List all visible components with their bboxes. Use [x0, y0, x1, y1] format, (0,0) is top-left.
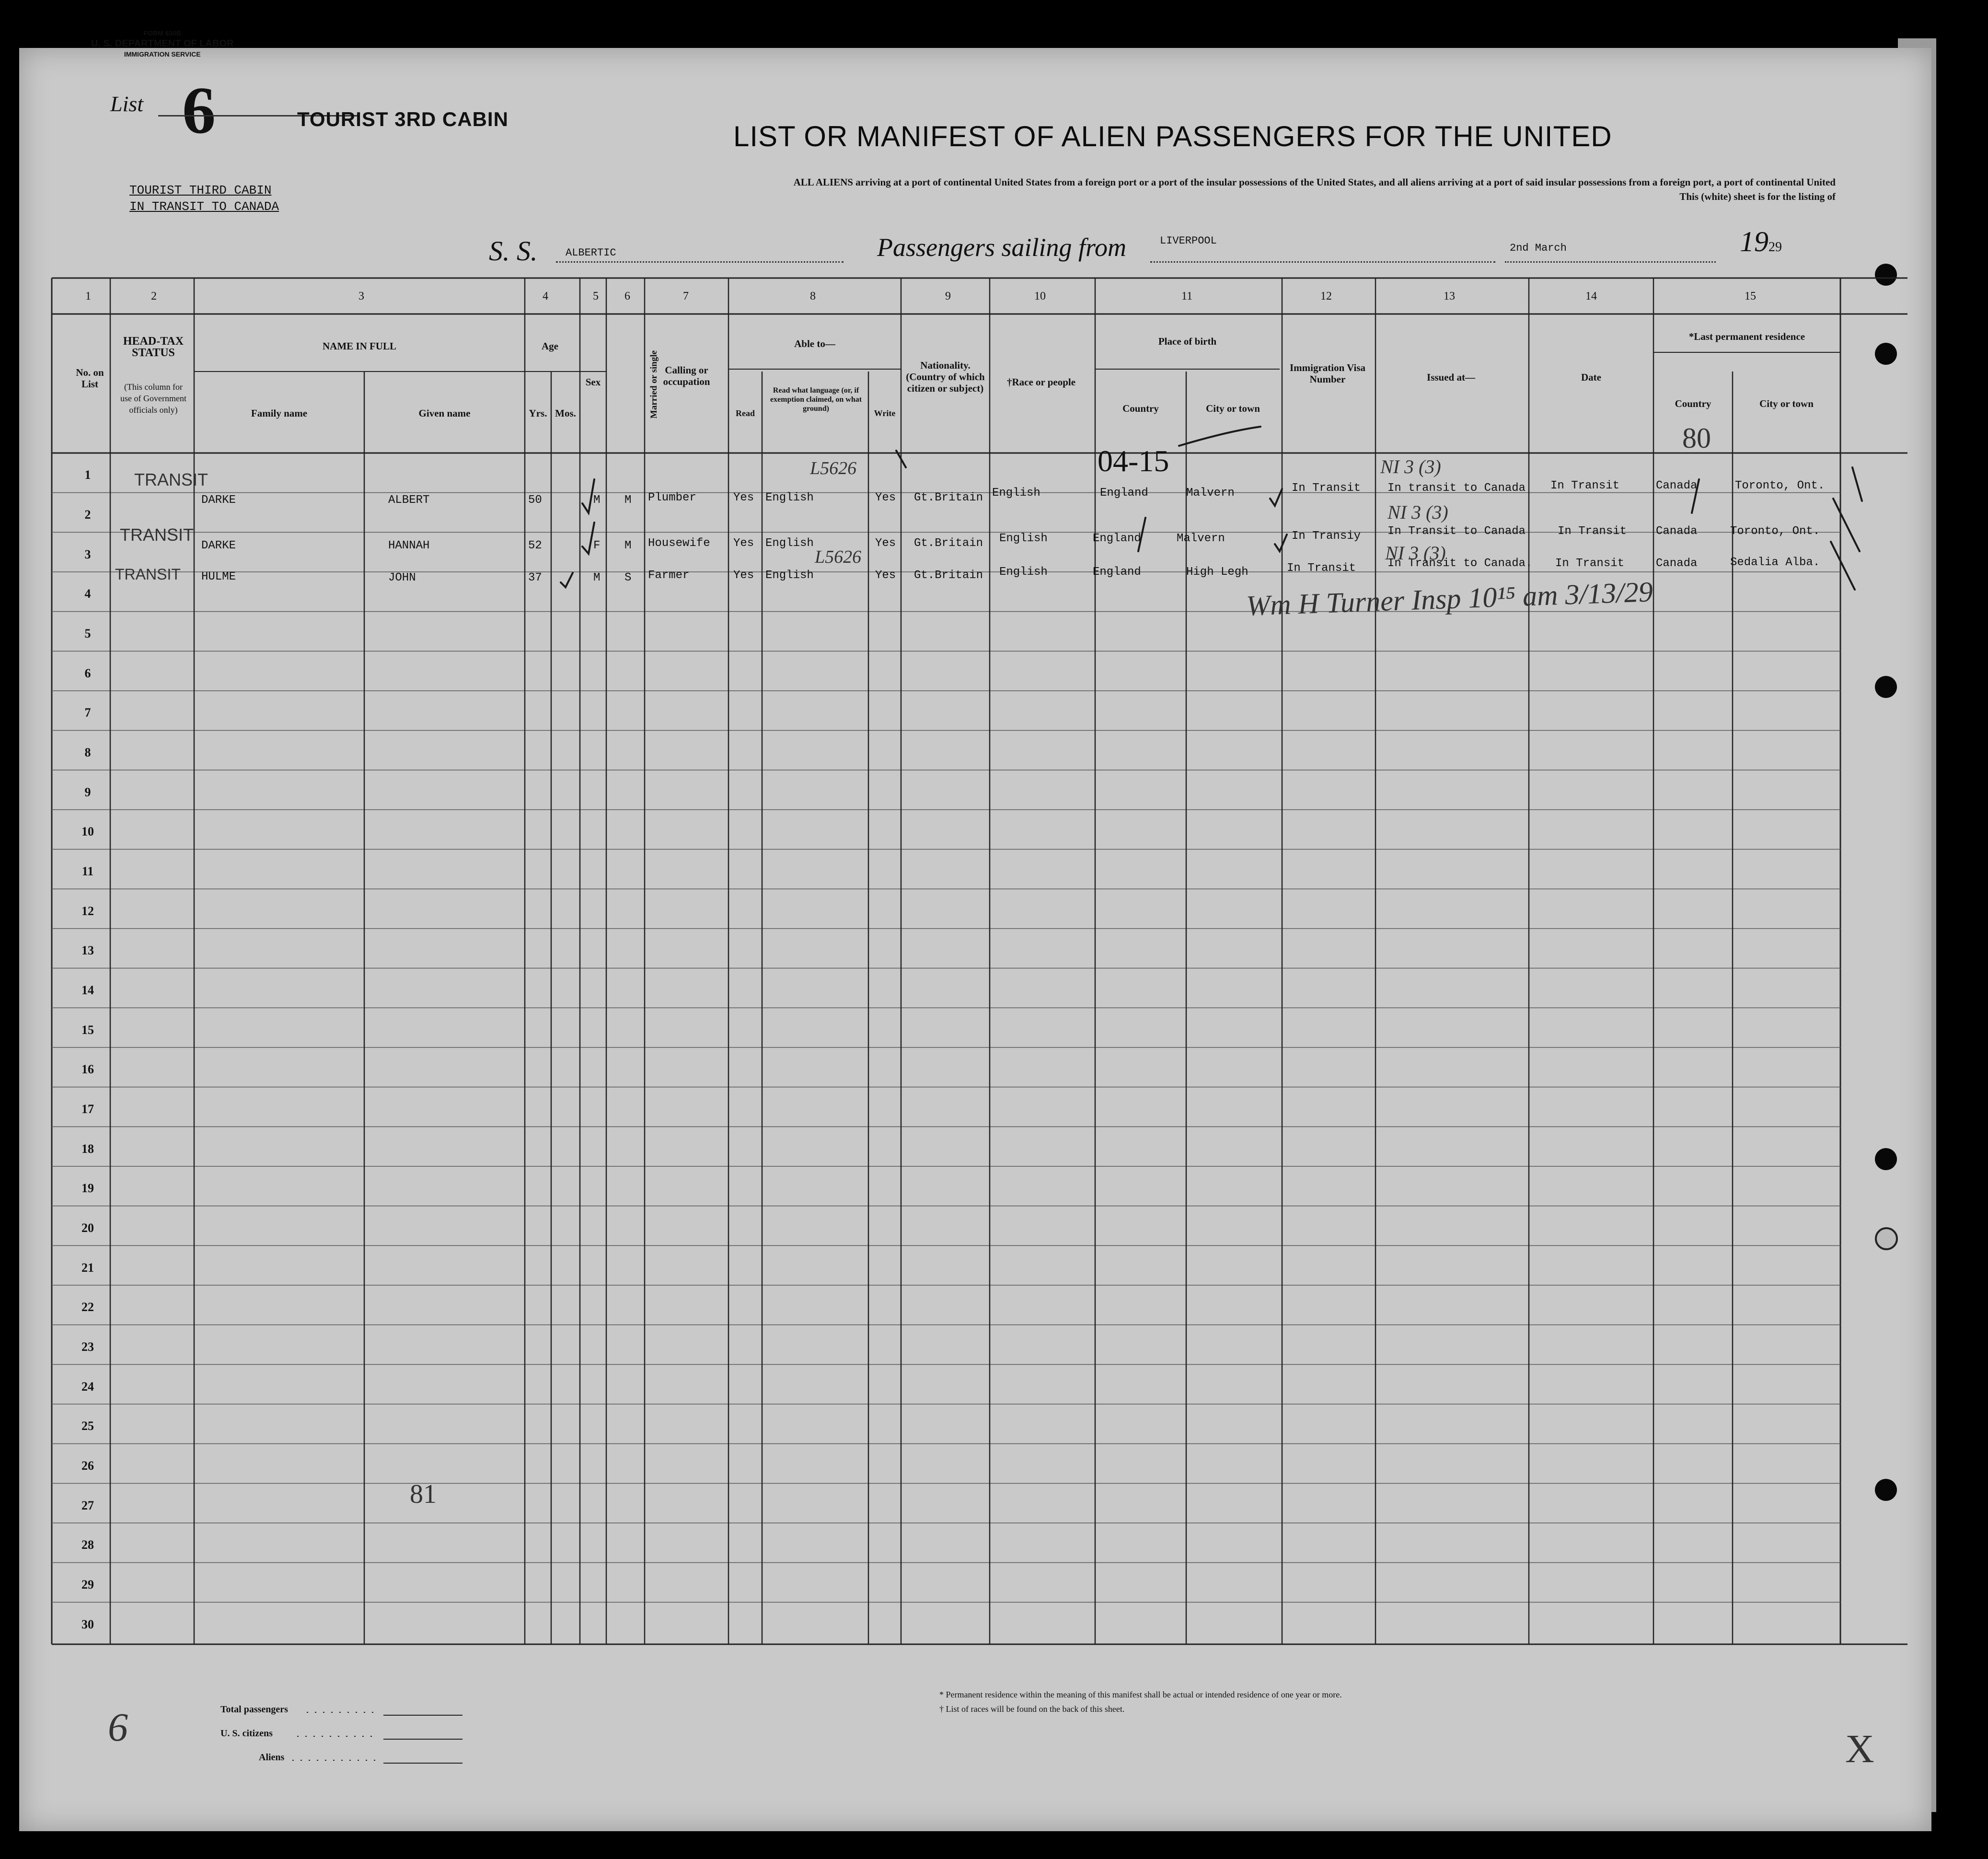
sail-date: 2nd March	[1510, 242, 1567, 254]
row-number: 7	[84, 706, 91, 720]
header-name-in-full: NAME IN FULL	[322, 340, 396, 352]
nationality: Gt.Britain	[914, 537, 983, 550]
row-number: 21	[81, 1260, 94, 1275]
marital-status: S	[624, 571, 632, 584]
race: English	[999, 532, 1048, 545]
given-name: ALBERT	[388, 494, 430, 507]
row-number: 5	[84, 627, 91, 641]
family-name: DARKE	[201, 494, 236, 507]
row-number: 28	[81, 1538, 94, 1552]
row-number: 23	[81, 1340, 94, 1354]
issued-code-handwriting: NI 3 (3)	[1385, 542, 1446, 564]
row-number: 3	[84, 547, 91, 561]
row-number: 15	[81, 1022, 94, 1037]
header-race: †Race or people	[1006, 376, 1076, 388]
occupation: Housewife	[648, 537, 710, 550]
head-tax-status: TRANSIT	[134, 470, 208, 489]
row-number: 2	[84, 508, 91, 522]
subtitle-line-1: ALL ALIENS arriving at a port of continental United States from a foreign port or a port of the insular possessions of the United States, and all aliens arriving at a port of said insular possessions from a foreign port, a port of continental United	[793, 176, 1836, 188]
column-number: 11	[1181, 290, 1193, 302]
column-number: 3	[358, 290, 364, 302]
column-number: 8	[810, 290, 816, 302]
page-title: LIST OR MANIFEST OF ALIEN PASSENGERS FOR THE UNITED	[733, 120, 1612, 152]
row-number: 22	[81, 1300, 94, 1314]
residence-country: Canada	[1656, 557, 1698, 570]
ship-name: ALBERTIC	[566, 247, 616, 259]
sex: M	[593, 494, 601, 507]
sex: M	[593, 571, 601, 584]
visa-number: In Transit	[1287, 562, 1356, 575]
header-able-to: Able to—	[794, 338, 835, 349]
visa-date: In Transit	[1558, 525, 1627, 538]
header-age: Age	[542, 340, 558, 352]
can-write: Yes	[875, 491, 896, 504]
can-read: Yes	[733, 537, 754, 550]
header-yrs: Yrs.	[529, 407, 547, 419]
row-number: 13	[81, 943, 94, 958]
row-number: 14	[81, 983, 94, 998]
form-number: FORM 630B	[143, 29, 181, 37]
issued-code-handwriting: NI 3 (3)	[1387, 501, 1448, 523]
family-name: HULME	[201, 570, 236, 583]
column-number: 5	[593, 290, 599, 302]
occupation: Plumber	[648, 491, 696, 504]
row-number: 17	[81, 1102, 94, 1116]
list-label: List	[110, 92, 144, 116]
age-years: 50	[528, 494, 542, 507]
residence-footnote: * Permanent residence within the meaning of this manifest shall be actual or intended residence of one year or more.	[939, 1690, 1342, 1699]
residence-country: Canada	[1656, 479, 1698, 492]
header-married: Married or single	[649, 350, 659, 419]
column-number: 10	[1034, 290, 1046, 302]
row-number: 18	[81, 1141, 94, 1156]
family-name: DARKE	[201, 539, 236, 552]
language-code-handwriting: L5626	[815, 547, 862, 567]
column-number: 1	[85, 290, 91, 302]
can-read: Yes	[733, 491, 754, 504]
header-calling: Calling or occupation	[663, 364, 710, 387]
header-given-name: Given name	[418, 407, 471, 419]
column-number: 13	[1444, 290, 1455, 302]
row-number: 1	[84, 468, 91, 482]
visa-date: In Transit	[1550, 479, 1620, 492]
header-read-language: Read what language (or, if exemption claimed, on what ground)	[770, 386, 862, 413]
marital-status: M	[624, 539, 632, 552]
row-number: 27	[81, 1498, 94, 1512]
race: English	[999, 566, 1048, 579]
residence-country: Canada	[1656, 525, 1698, 538]
occupation: Farmer	[648, 569, 690, 582]
row-number: 6	[84, 666, 91, 680]
birth-country: England	[1093, 566, 1141, 579]
header-head-tax-note: (This column for use of Government officials only)	[120, 382, 186, 415]
row-number: 19	[81, 1181, 94, 1196]
row-number: 4	[84, 587, 91, 601]
header-visa: Immigration Visa Number	[1289, 362, 1366, 385]
header-last-residence: *Last permanent residence	[1688, 331, 1805, 342]
issued-code-handwriting: NI 3 (3)	[1380, 456, 1441, 477]
inspector-note-handwriting: Wm H Turner Insp 10¹⁵ am 3/13/29	[1246, 576, 1653, 622]
row-number: 24	[81, 1379, 94, 1394]
total-passengers-label: Total passengers	[220, 1704, 288, 1715]
column-number: 7	[683, 290, 689, 302]
head-tax-status: TRANSIT	[115, 566, 181, 583]
residence-city: Sedalia Alba.	[1730, 556, 1820, 569]
visa-date: In Transit	[1555, 557, 1625, 570]
row-number: 25	[81, 1419, 94, 1433]
residence-city: Toronto, Ont.	[1735, 479, 1825, 492]
page-count-handwriting: 81	[410, 1479, 437, 1509]
us-citizens-label: U. S. citizens	[220, 1728, 273, 1739]
transit-note-2: IN TRANSIT TO CANADA	[129, 199, 279, 214]
cabin-stamp: TOURIST 3RD CABIN	[297, 108, 509, 130]
header-issued-at: Issued at—	[1427, 372, 1475, 383]
subtitle-line-2: This (white) sheet is for the listing of	[1679, 191, 1836, 202]
year-suffix: 29	[1768, 240, 1782, 255]
marital-status: M	[624, 494, 632, 507]
margin-mark-handwriting: 6	[108, 1705, 128, 1750]
row-number: 16	[81, 1062, 94, 1077]
row-number: 29	[81, 1578, 94, 1592]
given-name: JOHN	[388, 571, 416, 584]
age-years: 52	[528, 539, 542, 552]
header-country: Country	[1122, 403, 1159, 414]
header-res-country: Country	[1675, 398, 1711, 409]
row-number: 11	[81, 864, 94, 879]
list-number: 6	[182, 73, 216, 148]
can-read: Yes	[733, 569, 754, 582]
given-name: HANNAH	[388, 539, 430, 552]
port-name: LIVERPOOL	[1160, 235, 1217, 247]
header-read: Read	[736, 408, 755, 418]
column-number: 15	[1745, 290, 1756, 302]
column-number: 12	[1320, 290, 1332, 302]
corner-mark-handwriting: X	[1845, 1727, 1874, 1771]
sex: F	[593, 539, 601, 552]
race: English	[992, 487, 1040, 500]
birth-country: England	[1100, 487, 1148, 500]
header-res-city: City or town	[1759, 398, 1814, 409]
header-date: Date	[1581, 372, 1601, 383]
sailing-label: Passengers sailing from	[877, 233, 1127, 262]
header-head-tax: HEAD-TAX STATUS	[123, 335, 184, 359]
issued-at: In Transit to Canada	[1387, 525, 1526, 538]
residence-code-handwriting: 80	[1682, 422, 1711, 454]
residence-city: Toronto, Ont.	[1730, 525, 1820, 538]
can-write: Yes	[875, 569, 896, 582]
header-mos: Mos.	[555, 407, 576, 419]
birth-country: England	[1093, 532, 1141, 545]
birth-city: Malvern	[1186, 487, 1235, 500]
read-language: English	[765, 491, 814, 504]
age-years: 37	[528, 571, 542, 584]
service-name: IMMIGRATION SERVICE	[124, 50, 201, 58]
header-sex: Sex	[585, 376, 601, 388]
read-language: English	[765, 537, 814, 550]
column-number: 14	[1585, 290, 1597, 302]
visa-number: In Transit	[1292, 482, 1361, 495]
row-number: 8	[84, 745, 91, 760]
head-tax-status: TRANSIT	[120, 525, 194, 545]
header-no-on-list: No. on List	[76, 367, 104, 390]
issued-at: In transit to Canada	[1387, 482, 1526, 495]
year-prefix: 19	[1740, 226, 1768, 257]
language-code-handwriting: L5626	[810, 458, 857, 478]
birth-city: Malvern	[1177, 532, 1225, 545]
header-city: City or town	[1206, 403, 1260, 414]
row-number: 26	[81, 1459, 94, 1473]
row-number: 30	[81, 1617, 94, 1631]
column-number: 9	[945, 290, 951, 302]
header-write: Write	[874, 408, 896, 418]
nationality: Gt.Britain	[914, 569, 983, 582]
can-write: Yes	[875, 537, 896, 550]
aliens-label: Aliens	[259, 1752, 285, 1763]
row-number: 20	[81, 1221, 94, 1235]
read-language: English	[765, 569, 814, 582]
nationality: Gt.Britain	[914, 491, 983, 504]
row-number: 12	[81, 904, 94, 918]
transit-note-1: TOURIST THIRD CABIN	[129, 183, 272, 198]
column-number: 6	[624, 290, 630, 302]
birth-code-handwriting: 04-15	[1098, 444, 1169, 478]
header-place-of-birth: Place of birth	[1158, 336, 1217, 347]
races-footnote: † List of races will be found on the back of this sheet.	[939, 1704, 1125, 1714]
issued-at: In Transit to Canada.	[1387, 557, 1533, 570]
visa-number: In Transiy	[1292, 530, 1361, 543]
header-nationality: Nationality. (Country of which citizen or subject)	[906, 360, 985, 394]
column-number: 4	[543, 290, 548, 302]
row-number: 10	[81, 825, 94, 839]
row-number: 9	[84, 785, 91, 799]
department-name: U. S. DEPARTMENT OF LABOR	[91, 38, 234, 49]
column-number: 2	[151, 290, 157, 302]
header-family-name: Family name	[251, 407, 308, 419]
birth-city: High Legh	[1186, 566, 1248, 579]
ss-label: S. S.	[489, 235, 538, 267]
